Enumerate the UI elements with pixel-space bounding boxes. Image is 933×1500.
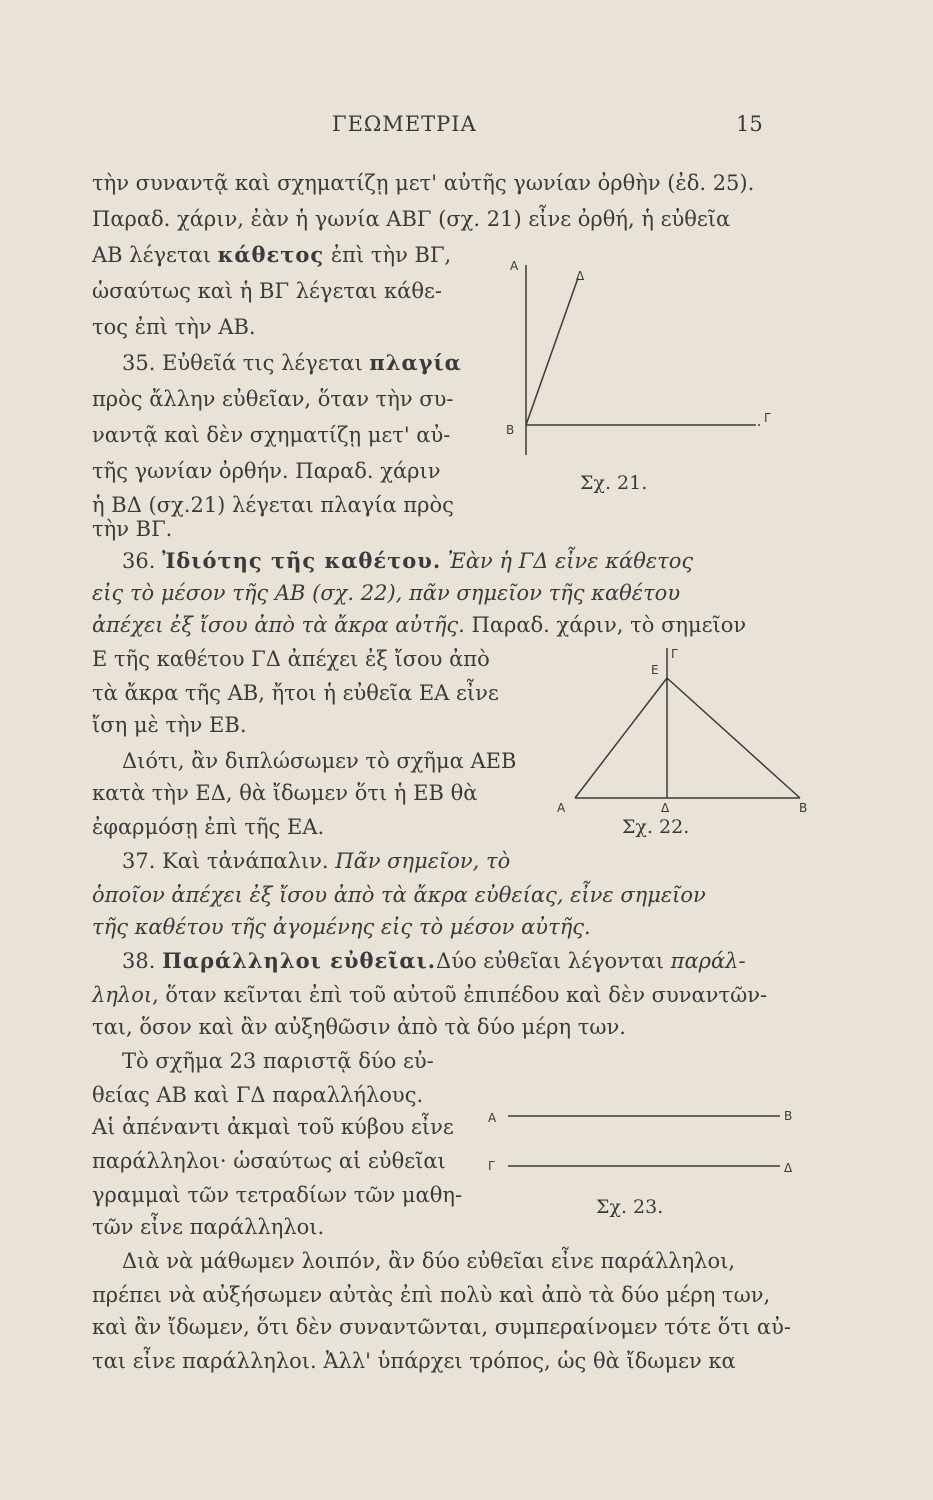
- text-line: πρέπει νὰ αὐξήσωμεν αὐτὰς ἐπὶ πολὺ καὶ ἀπὸ τὰ δύο μέρη των,: [92, 1283, 771, 1307]
- term-oblique: πλαγία: [369, 350, 462, 375]
- text-line: Ε τῆς καθέτου ΓΔ ἀπέχει ἐξ ἴσου ἀπὸ: [92, 647, 490, 671]
- text-line: Διότι, ἂν διπλώσωμεν τὸ σχῆμα ΑΕΒ: [122, 749, 517, 773]
- term-perpendicular: κάθετος: [217, 242, 325, 267]
- text-line: ναντᾷ καὶ δὲν σχηματίζῃ μετ' αὐ-: [92, 423, 451, 447]
- text-line: θείας ΑΒ καὶ ΓΔ παραλλήλους.: [92, 1083, 424, 1107]
- text-run: τῆς καθέτου τῆς ἀγομένης εἰς τὸ μέσον αὐτῆς.: [92, 915, 591, 939]
- label-g: Γ: [671, 647, 678, 661]
- label-b: B: [506, 423, 515, 437]
- text-run: εἰς τὸ μέσον τῆς ΑΒ (σχ. 22), πᾶν σημεῖον τῆς καθέτου: [92, 581, 681, 605]
- text-line: ἡ ΒΔ (σχ.21) λέγεται πλαγία πρὸς: [92, 493, 454, 517]
- text-run: , ὅταν κεῖνται ἐπὶ τοῦ αὐτοῦ ἐπιπέδου καὶ δὲν συναντῶν-: [152, 983, 768, 1007]
- label-a: A: [488, 1111, 497, 1125]
- text-run: 37. Καὶ τἀνάπαλιν.: [122, 849, 336, 873]
- figure-21-caption: Σχ. 21.: [580, 472, 648, 494]
- figure-23: [480, 1098, 810, 1188]
- text-line: Αἱ ἀπέναντι ἀκμαὶ τοῦ κύβου εἶνε: [92, 1115, 454, 1139]
- text-run: 38.: [122, 949, 163, 973]
- label-a: A: [557, 801, 566, 815]
- text-run: ΑΒ λέγεται: [92, 243, 218, 267]
- text-line: ἴση μὲ τὴν ΕΒ.: [92, 713, 247, 737]
- text-line: [92, 610, 746, 640]
- text-line: [92, 578, 680, 608]
- text-line: καὶ ἂν ἴδωμεν, ὅτι δὲν συναντῶνται, συμπεραίνομεν τότε ὅτι αὐ-: [92, 1315, 791, 1339]
- text-line: ται εἶνε παράλληλοι. Ἀλλ' ὑπάρχει τρόπος, ὡς θὰ ἴδωμεν κα: [92, 1349, 736, 1373]
- text-run: παράλ-: [670, 949, 746, 973]
- text-line: τὴν συναντᾷ καὶ σχηματίζῃ μετ' αὐτῆς γωνίαν ὀρθὴν (ἐδ. 25).: [92, 171, 755, 195]
- text-line: κατὰ τὴν ΕΔ, θὰ ἴδωμεν ὅτι ἡ ΕΒ θὰ: [92, 781, 478, 805]
- text-line: [122, 348, 462, 378]
- text-line: [92, 912, 591, 942]
- text-line: τὴν ΒΓ.: [92, 517, 173, 541]
- text-line: Τὸ σχῆμα 23 παριστᾷ δύο εὐ-: [122, 1049, 434, 1073]
- text-run: Δύο εὐθεῖαι λέγονται: [436, 949, 671, 973]
- line-bd: [526, 278, 578, 425]
- label-b: B: [784, 1109, 793, 1123]
- label-e: E: [651, 663, 659, 677]
- figure-23-caption: Σχ. 23.: [596, 1196, 664, 1218]
- label-a: A: [510, 259, 519, 273]
- figure-22-caption: Σχ. 22.: [622, 816, 690, 838]
- label-d: Δ: [661, 801, 670, 815]
- text-run: ἐπὶ τὴν ΒΓ,: [324, 243, 452, 267]
- text-line: ἐφαρμόσῃ ἐπὶ τῆς ΕΑ.: [92, 815, 325, 839]
- text-line: ὡσαύτως καὶ ἡ ΒΓ λέγεται κάθε-: [92, 279, 442, 303]
- label-d: Δ: [784, 1161, 793, 1175]
- text-run: ἀπέχει ἐξ ἴσου ἀπὸ τὰ ἄκρα αὐτῆς.: [92, 613, 465, 637]
- text-line: τος ἐπὶ τὴν ΑΒ.: [92, 315, 256, 339]
- label-b: B: [799, 801, 808, 815]
- text-line: πρὸς ἄλλην εὐθεῖαν, ὅταν τὴν συ-: [92, 387, 454, 411]
- text-run: Πᾶν σημεῖον, τὸ: [335, 849, 511, 873]
- text-line: γραμμαὶ τῶν τετραδίων τῶν μαθη-: [92, 1183, 463, 1207]
- text-run: 36.: [122, 549, 163, 573]
- running-title: ΓΕΩΜΕΤΡΙΑ: [332, 112, 477, 136]
- text-line: [122, 946, 746, 976]
- figure-22: [555, 640, 825, 820]
- text-run: ὁποῖον ἀπέχει ἐξ ἴσου ἀπὸ τὰ ἄκρα εὐθείας, εἶνε σημεῖον: [92, 883, 706, 907]
- page-header: [0, 112, 933, 142]
- text-line: Παραδ. χάριν, ἐὰν ἡ γωνία ΑΒΓ (σχ. 21) εἶνε ὀρθή, ἡ εὐθεῖα: [92, 207, 731, 231]
- text-line: [92, 240, 451, 270]
- text-run: Παραδ. χάριν, τὸ σημεῖον: [464, 613, 747, 637]
- text-line: [122, 846, 510, 876]
- section-heading: Ἰδιότης τῆς καθέτου.: [162, 548, 442, 573]
- line-eb: [667, 678, 800, 798]
- text-run: Ἐὰν ἡ ΓΔ εἶνε κάθετος: [441, 549, 694, 573]
- line-ea: [575, 678, 667, 798]
- text-line: τῆς γωνίαν ὀρθήν. Παραδ. χάριν: [92, 459, 441, 483]
- text-line: [122, 546, 693, 576]
- text-run: ληλοι: [92, 983, 153, 1007]
- text-line: τῶν εἶνε παράλληλοι.: [92, 1215, 325, 1239]
- page-number: 15: [736, 112, 763, 136]
- text-line: Διὰ νὰ μάθωμεν λοιπόν, ἂν δύο εὐθεῖαι εἶνε παράλληλοι,: [122, 1249, 736, 1273]
- label-g: Γ: [488, 1159, 495, 1173]
- label-g: Γ: [764, 411, 771, 425]
- text-line: [92, 980, 767, 1010]
- text-line: [92, 880, 706, 910]
- text-line: ται, ὅσον καὶ ἂν αὐξηθῶσιν ἀπὸ τὰ δύο μέρη των.: [92, 1015, 626, 1039]
- text-line: τὰ ἄκρα τῆς ΑΒ, ἤτοι ἡ εὐθεῖα ΕΑ εἶνε: [92, 681, 499, 705]
- text-run: 35. Εὐθεῖά τις λέγεται: [122, 351, 370, 375]
- figure-21: [490, 250, 810, 480]
- label-d: Δ: [576, 269, 585, 283]
- text-line: παράλληλοι· ὡσαύτως αἱ εὐθεῖαι: [92, 1149, 446, 1173]
- section-heading: Παράλληλοι εὐθεῖαι.: [162, 948, 437, 973]
